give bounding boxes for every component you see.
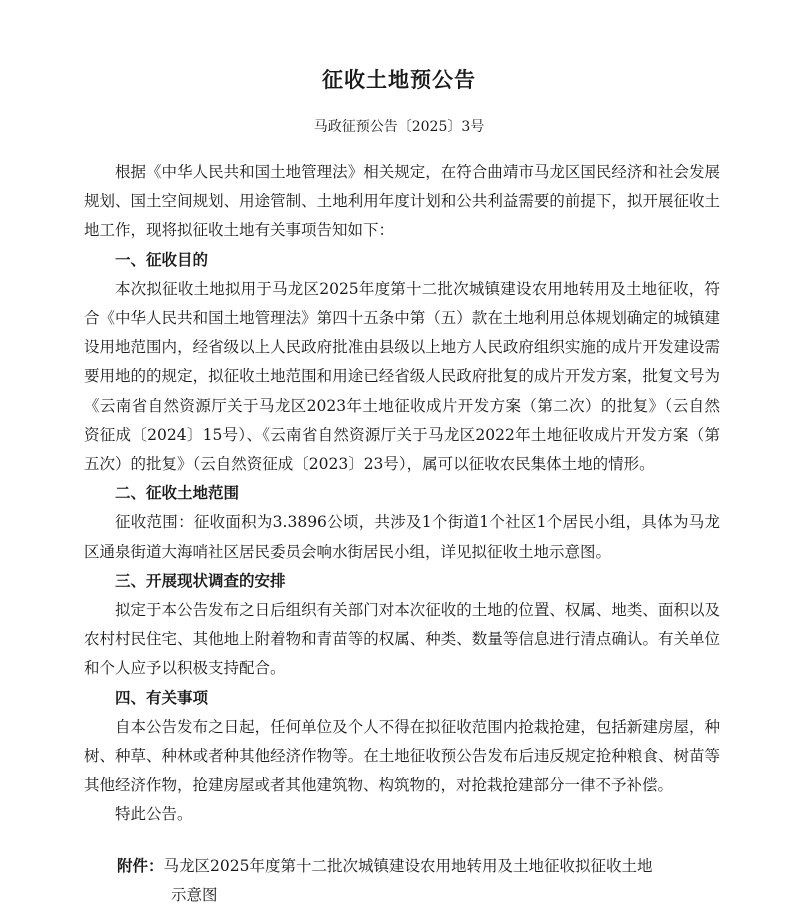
attachment-text-line2: 示意图 <box>171 886 218 904</box>
section-heading-purpose: 一、征收目的 <box>115 250 209 269</box>
document-title: 征收土地预公告 <box>322 68 476 92</box>
document-number: 马政征预公告〔2025〕3号 <box>313 119 485 135</box>
section-heading-matters: 四、有关事项 <box>115 688 209 707</box>
closing-statement: 特此公告。 <box>115 805 193 824</box>
attachment-text-line1: 马龙区2025年度第十二批次城镇建设农用地转用及土地征收拟征收土地 <box>163 857 653 875</box>
section-heading-scope: 二、征收土地范围 <box>115 484 240 503</box>
document-body <box>84 158 720 830</box>
section-body-matters: 自本公告发布之日起，任何单位及个人不得在拟征收范围内抢栽抢建，包括新建房屋，种树、种草、种林或者种其他经济作物等。在土地征收预公告发布后违反规定抢种粮食、树苗等其他经济作物，抢建房屋或者其他建筑物、构筑物的，对抢栽抢建部分一律不予补偿。 <box>84 717 720 795</box>
section-body-purpose: 本次拟征收土地拟用于马龙区2025年度第十二批次城镇建设农用地转用及土地征收，符合《中华人民共和国土地管理法》第四十五条中第（五）款在土地利用总体规划确定的城镇建设用地范围内，经省级以上人民政府批准由县级以上地方人民政府组织实施的成片开发建设需要用地的的规定，拟征收土地范围和用途已经省级人民政府批复的成片开发方案，批复文号为《云南省自然资源厅关于马龙区2023年土地征收成片开发方案（第二次）的批复》（云自然资征成〔2024〕15号）、《云南省自然资源厅关于马龙区2022年土地征收成片开发方案（第五次）的批复》（云自然资征成〔2023〕23号），属可以征收农民集体土地的情形。 <box>84 279 720 474</box>
attachment-label: 附件： <box>117 857 164 875</box>
section-heading-survey: 三、开展现状调查的安排 <box>115 571 286 590</box>
section-body-survey: 拟定于本公告发布之日后组织有关部门对本次征收的土地的位置、权属、地类、面积以及农村村民住宅、其他地上附着物和青苗等的权属、种类、数量等信息进行清点确认。有关单位和个人应予以积极支持配合。 <box>84 601 720 678</box>
attachment-note <box>117 852 717 910</box>
intro-paragraph: 根据《中华人民共和国土地管理法》相关规定，在符合曲靖市马龙区国民经济和社会发展规划、国土空间规划、用途管制、土地利用年度计划和公共利益需要的前提下，拟开展征收土地工作，现将拟征收土地有关事项告知如下： <box>84 163 720 240</box>
section-body-scope: 征收范围：征收面积为3.3896公顷，共涉及1个街道1个社区1个居民小组，具体为马龙区通泉街道大海哨社区居民委员会响水街居民小组，详见拟征收土地示意图。 <box>84 513 720 561</box>
